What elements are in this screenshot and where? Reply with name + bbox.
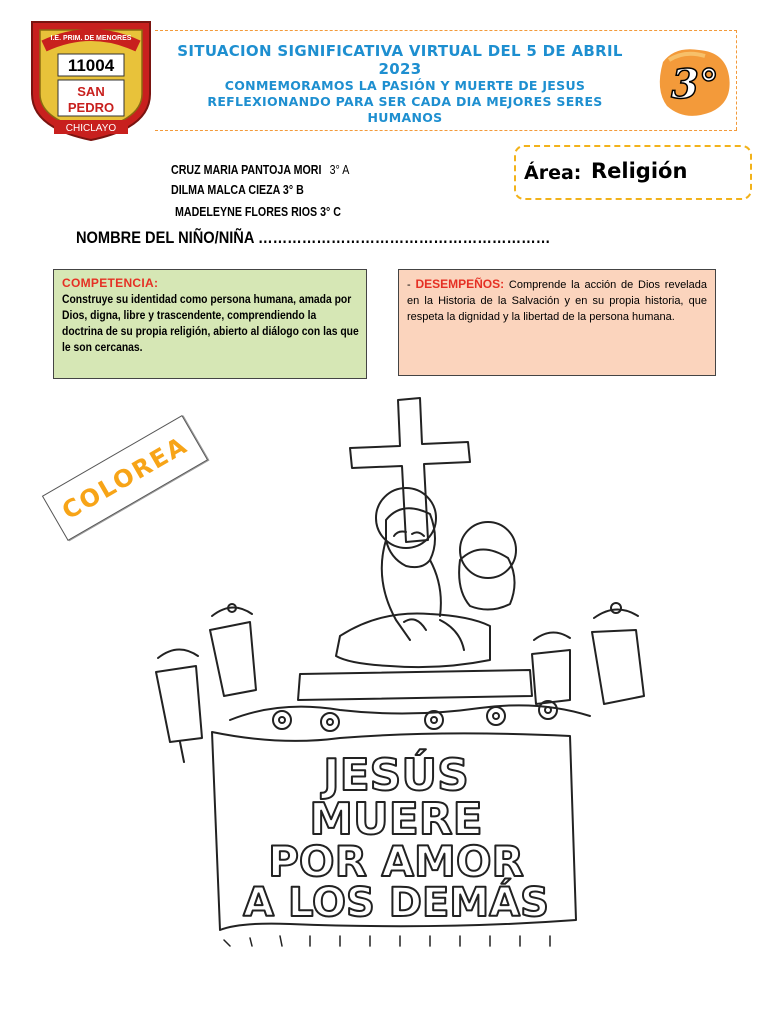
area-label: Área: xyxy=(524,162,582,184)
jesus-figure xyxy=(459,549,514,609)
coloring-drawing xyxy=(140,390,680,970)
desempenos-text: Comprende la acción de Dios revelada en la Historia de la Salvación y en su propia historia, que respeta la dignidad y la libertad de la persona humana. xyxy=(407,279,707,323)
grade-text: 3° xyxy=(671,61,719,108)
banner-line2: MUERE xyxy=(309,794,483,845)
student-3 xyxy=(175,204,341,219)
header-subtitle: CONMEMORAMOS LA PASIÓN Y MUERTE DE JESUS REFLEXIONANDO PARA SER CADA DIA MEJORES SERES HUMANOS xyxy=(207,78,603,125)
crest-name-line1: SAN xyxy=(77,84,105,99)
student-1 xyxy=(171,162,349,177)
header-dashed-border-top xyxy=(155,30,737,31)
crest-name-line2: PEDRO xyxy=(67,100,115,115)
header-title: SITUACION SIGNIFICATIVA VIRTUAL DEL 5 DE ABRIL 2023 xyxy=(177,42,623,78)
crest-top-text: I.E. PRIM. DE MENORES xyxy=(50,35,132,42)
altar-top xyxy=(298,670,532,700)
banner-line1: JESÚS xyxy=(323,750,469,801)
competencia-title: COMPETENCIA: xyxy=(62,276,159,290)
student-2 xyxy=(171,182,304,197)
grade-badge xyxy=(655,42,735,122)
banner-line3: POR AMOR xyxy=(268,837,524,886)
lantern-left-icon xyxy=(156,604,256,762)
student-1-name: CRUZ MARIA PANTOJA MORI xyxy=(171,162,322,177)
colorea-label: COLOREA xyxy=(57,430,193,526)
lantern-right-icon xyxy=(532,603,644,704)
cross-icon xyxy=(350,398,470,542)
child-name-field[interactable]: NOMBRE DEL NIÑO/NIÑA …………………………………………………… xyxy=(76,228,551,247)
school-crest-logo xyxy=(28,16,154,142)
desempenos-title: DESEMPEÑOS: xyxy=(415,277,505,291)
competencia-text: Construye su identidad como persona humana, amada por Dios, digna, libre y trascendente, comprendiendo la doctrina de su propia religión, abierto al diálogo con las que le son cercanas. xyxy=(62,294,359,354)
student-2-name: DILMA MALCA CIEZA 3° B xyxy=(171,182,304,197)
area-value: Religión xyxy=(591,159,688,183)
student-3-name: MADELEYNE FLORES RIOS 3° C xyxy=(175,204,341,219)
student-1-section: 3° A xyxy=(329,162,350,177)
crest-city: CHICLAYO xyxy=(65,123,117,134)
header-dashed-border-right xyxy=(736,30,737,130)
banner-line4: A LOS DEMÁS xyxy=(243,880,549,926)
crest-number: 11004 xyxy=(67,56,115,75)
desempenos-box xyxy=(398,269,716,376)
header-dashed-border-bottom xyxy=(155,130,737,131)
competencia-box xyxy=(53,269,367,379)
desempenos-dash: - xyxy=(407,279,411,291)
